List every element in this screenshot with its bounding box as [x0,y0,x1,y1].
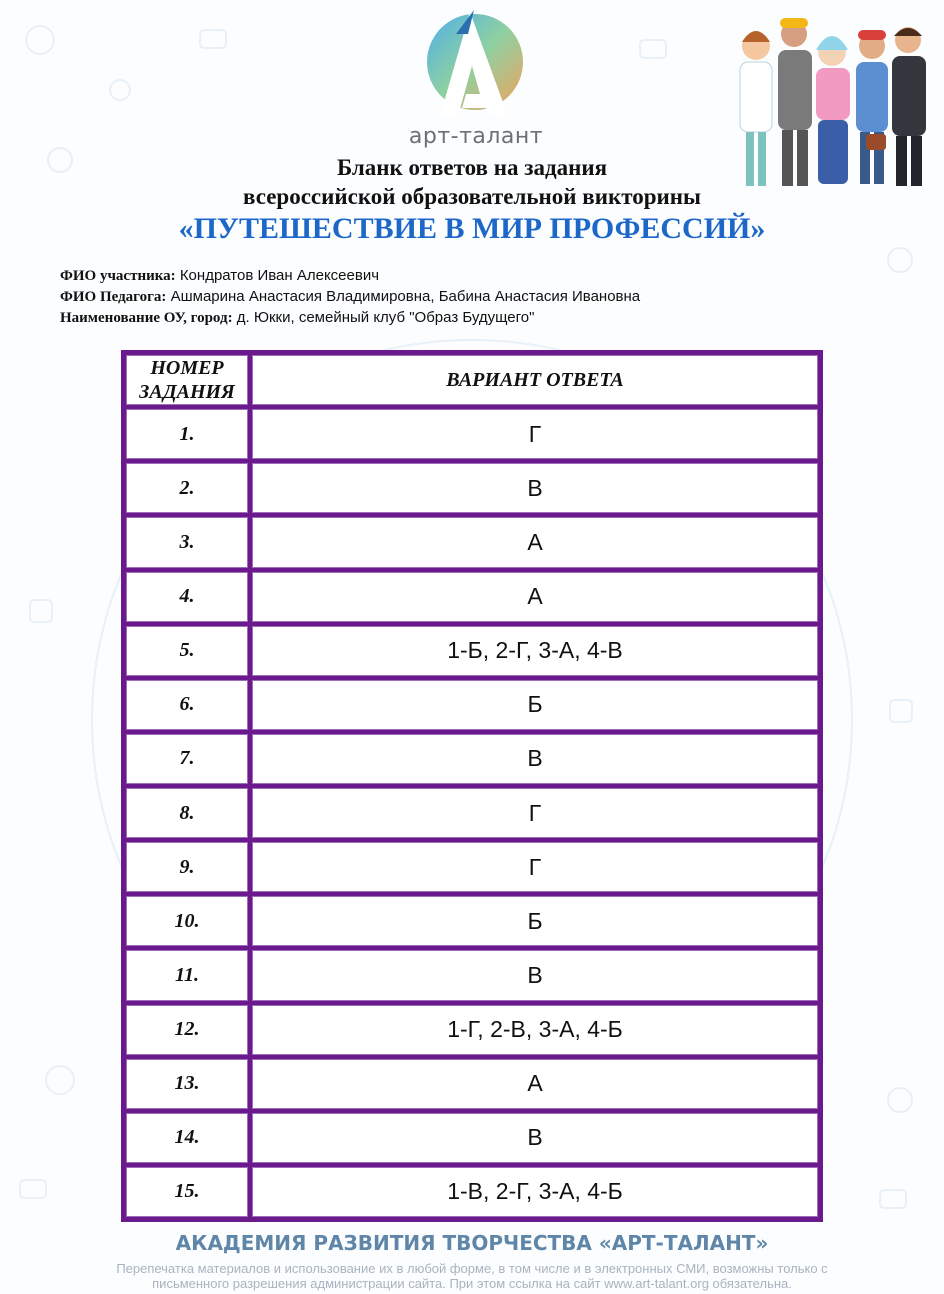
footer-note-line2: письменного разрешения администрации сайта. При этом ссылка на сайт www.art-talant.org обязательна. [152,1276,792,1291]
school-value: д. Юкки, семейный клуб "Образ Будущего" [232,309,535,326]
task-answer: А [252,517,818,567]
task-answer: Г [252,409,818,459]
task-answer: В [252,1113,818,1163]
quiz-title: «ПУТЕШЕСТВИЕ В МИР ПРОФЕССИЙ» [178,212,766,245]
task-answer: Б [252,896,818,946]
title-line-2: всероссийской образовательной викторины [243,184,701,209]
teacher-info [60,287,640,307]
task-answer: Б [252,680,818,730]
school-info [60,308,534,328]
task-answer: В [252,463,818,513]
task-number: 9. [126,842,248,892]
footer-note-line1: Перепечатка материалов и использование их в любой форме, в том числе и в электронных СМИ, возможны только с [116,1261,828,1276]
task-answer: Г [252,842,818,892]
teacher-value: Ашмарина Анастасия Владимировна, Бабина Анастасия Ивановна [166,288,641,305]
header-number-line2: ЗАДАНИЯ [139,381,235,404]
task-number: 8. [126,788,248,838]
answers-table [121,350,823,1222]
task-answer: А [252,572,818,622]
task-number: 2. [126,463,248,513]
header-task-number [126,355,248,405]
task-number: 3. [126,517,248,567]
participant-value: Кондратов Иван Алексеевич [175,267,380,284]
task-answer: 1-В, 2-Г, 3-А, 4-Б [252,1167,818,1217]
task-number: 10. [126,896,248,946]
header-answer-variant: ВАРИАНТ ОТВЕТА [252,355,818,405]
footer-copyright-note [80,1261,864,1291]
task-number: 7. [126,734,248,784]
participant-info [60,266,379,286]
teacher-label: ФИО Педагога: [60,289,167,305]
task-answer: 1-Г, 2-В, 3-А, 4-Б [252,1005,818,1055]
task-number: 14. [126,1113,248,1163]
task-number: 13. [126,1059,248,1109]
footer-academy-title: АКАДЕМИЯ РАЗВИТИЯ ТВОРЧЕСТВА «АРТ-ТАЛАНТ» [175,1231,769,1255]
task-number: 11. [126,950,248,1000]
task-answer: В [252,734,818,784]
task-answer: 1-Б, 2-Г, 3-А, 4-В [252,626,818,676]
school-label: Наименование ОУ, город: [60,310,233,326]
title-line-1: Бланк ответов на задания [336,155,608,180]
task-answer: А [252,1059,818,1109]
task-number: 12. [126,1005,248,1055]
task-answer: В [252,950,818,1000]
task-number: 4. [126,572,248,622]
task-answer: Г [252,788,818,838]
task-number: 1. [126,409,248,459]
participant-label: ФИО участника: [60,268,176,284]
task-number: 15. [126,1167,248,1217]
header-number-line1: НОМЕР [150,357,224,380]
task-number: 5. [126,626,248,676]
task-number: 6. [126,680,248,730]
brand-logo-text: арт-талант [408,124,544,149]
